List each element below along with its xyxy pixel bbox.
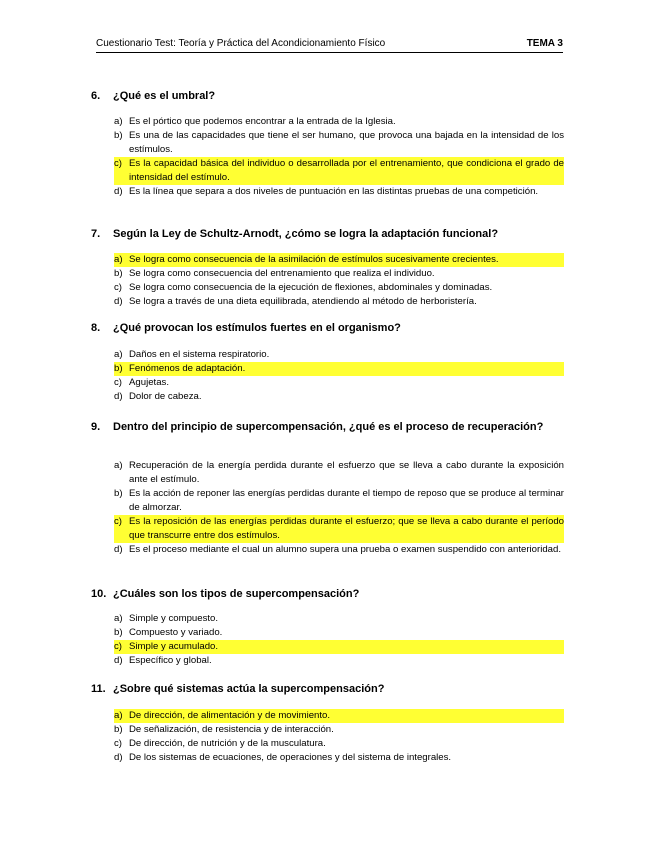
option-text: Compuesto y variado. bbox=[129, 627, 223, 638]
question-number: 6. bbox=[91, 90, 101, 102]
option-letter: c) bbox=[114, 738, 122, 749]
option-text: Daños en el sistema respiratorio. bbox=[129, 349, 270, 360]
question-8 bbox=[91, 322, 564, 335]
option-text: De señalización, de resistencia y de interacción. bbox=[129, 724, 334, 735]
option-text: Simple y acumulado. bbox=[129, 640, 564, 654]
option-letter: d) bbox=[114, 655, 123, 666]
question-11 bbox=[91, 683, 564, 696]
option-letter: a) bbox=[114, 349, 123, 360]
option-8b-highlighted bbox=[114, 362, 564, 376]
options-10 bbox=[114, 612, 564, 668]
option-8d bbox=[114, 390, 564, 404]
header-tema: TEMA 3 bbox=[526, 38, 563, 49]
question-text: ¿Qué provocan los estímulos fuertes en el organismo? bbox=[113, 322, 401, 334]
question-text: ¿Sobre qué sistemas actúa la supercompensación? bbox=[113, 683, 385, 695]
option-letter: b) bbox=[114, 362, 129, 376]
option-letter: c) bbox=[114, 377, 122, 388]
option-text: Es la capacidad básica del individuo o desarrollada por el entrenamiento, que condiciona el grado de intensidad del estímulo. bbox=[129, 158, 564, 183]
question-10 bbox=[91, 588, 564, 601]
option-text: Simple y compuesto. bbox=[129, 613, 219, 624]
option-text: Es el proceso mediante el cual un alumno supera una prueba o examen suspendido con anterioridad. bbox=[129, 544, 561, 555]
option-text: Se logra a través de una dieta equilibrada, atendiendo al método de herboristería. bbox=[129, 296, 477, 307]
option-letter: b) bbox=[114, 724, 123, 735]
option-text: De los sistemas de ecuaciones, de operaciones y del sistema de integrales. bbox=[129, 752, 452, 763]
question-number: 8. bbox=[91, 322, 101, 334]
question-6 bbox=[91, 90, 564, 103]
option-8c bbox=[114, 376, 564, 390]
option-letter: c) bbox=[114, 640, 129, 654]
header-title: Cuestionario Test: Teoría y Práctica del Acondicionamiento Físico bbox=[96, 38, 386, 49]
option-text: Agujetas. bbox=[129, 377, 170, 388]
option-11d bbox=[114, 751, 564, 765]
option-text: Fenómenos de adaptación. bbox=[129, 362, 564, 376]
option-6c-highlighted bbox=[114, 157, 564, 185]
options-7 bbox=[114, 253, 564, 309]
option-letter: a) bbox=[114, 613, 123, 624]
option-text: Se logra como consecuencia del entrenamiento que realiza el individuo. bbox=[129, 268, 435, 279]
page-header bbox=[96, 38, 563, 53]
option-10b bbox=[114, 626, 564, 640]
option-letter: a) bbox=[114, 709, 129, 723]
option-text: Recuperación de la energía perdida durante el esfuerzo que se lleva a cabo durante la exposición ante el estímulo. bbox=[129, 460, 564, 485]
option-letter: d) bbox=[114, 752, 123, 763]
options-8 bbox=[114, 348, 564, 404]
option-10d bbox=[114, 654, 564, 668]
option-6b bbox=[114, 129, 564, 157]
option-7c bbox=[114, 281, 564, 295]
option-letter: a) bbox=[114, 116, 123, 127]
question-number: 10. bbox=[91, 588, 107, 600]
option-9a bbox=[114, 459, 564, 487]
option-letter: a) bbox=[114, 460, 123, 471]
question-number: 11. bbox=[91, 683, 106, 695]
options-9 bbox=[114, 459, 564, 557]
option-6a bbox=[114, 115, 564, 129]
option-7a-highlighted bbox=[114, 253, 564, 267]
option-text: Se logra como consecuencia de la ejecución de flexiones, abdominales y dominadas. bbox=[129, 282, 493, 293]
option-9c-highlighted bbox=[114, 515, 564, 543]
option-text: Es una de las capacidades que tiene el ser humano, que provoca una bajada en la intensidad de los estímulos. bbox=[129, 130, 564, 155]
options-11 bbox=[114, 709, 564, 765]
option-letter: b) bbox=[114, 268, 123, 279]
question-text: Dentro del principio de supercompensación, ¿qué es el proceso de recuperación? bbox=[113, 421, 544, 433]
option-7b bbox=[114, 267, 564, 281]
option-text: Es la reposición de las energías perdidas durante el esfuerzo; que se lleva a cabo durante el período que transcurre entre dos estímulos. bbox=[129, 516, 564, 541]
option-text: Específico y global. bbox=[129, 655, 212, 666]
option-text: De dirección, de alimentación y de movimiento. bbox=[129, 709, 564, 723]
question-9 bbox=[91, 421, 564, 434]
option-text: De dirección, de nutrición y de la musculatura. bbox=[129, 738, 326, 749]
option-text: Es el pórtico que podemos encontrar a la entrada de la Iglesia. bbox=[129, 116, 396, 127]
option-letter: c) bbox=[114, 515, 129, 543]
option-letter: b) bbox=[114, 488, 123, 499]
option-letter: b) bbox=[114, 130, 123, 141]
question-7 bbox=[91, 228, 564, 241]
option-10a bbox=[114, 612, 564, 626]
option-10c-highlighted bbox=[114, 640, 564, 654]
option-9d bbox=[114, 543, 564, 557]
option-letter: b) bbox=[114, 627, 123, 638]
options-6 bbox=[114, 115, 564, 199]
option-letter: d) bbox=[114, 544, 123, 555]
option-letter: d) bbox=[114, 391, 123, 402]
option-letter: c) bbox=[114, 157, 129, 185]
option-9b bbox=[114, 487, 564, 515]
option-letter: c) bbox=[114, 282, 122, 293]
question-text: ¿Cuáles son los tipos de supercompensación? bbox=[113, 588, 360, 600]
question-number: 9. bbox=[91, 421, 101, 433]
option-11b bbox=[114, 723, 564, 737]
question-number: 7. bbox=[91, 228, 101, 240]
question-text: Según la Ley de Schultz-Arnodt, ¿cómo se logra la adaptación funcional? bbox=[113, 228, 499, 240]
option-6d bbox=[114, 185, 564, 199]
option-text: Es la acción de reponer las energías perdidas durante el tiempo de reposo que se produce al terminar de almorzar. bbox=[129, 488, 564, 513]
question-text: ¿Qué es el umbral? bbox=[113, 90, 216, 102]
option-8a bbox=[114, 348, 564, 362]
option-letter: a) bbox=[114, 253, 129, 267]
option-11c bbox=[114, 737, 564, 751]
option-11a-highlighted bbox=[114, 709, 564, 723]
option-text: Dolor de cabeza. bbox=[129, 391, 202, 402]
option-letter: d) bbox=[114, 186, 123, 197]
option-7d bbox=[114, 295, 564, 309]
option-text: Es la línea que separa a dos niveles de puntuación en las distintas pruebas de una competición. bbox=[129, 186, 539, 197]
option-text: Se logra como consecuencia de la asimilación de estímulos sucesivamente crecientes. bbox=[129, 253, 564, 267]
option-letter: d) bbox=[114, 296, 123, 307]
